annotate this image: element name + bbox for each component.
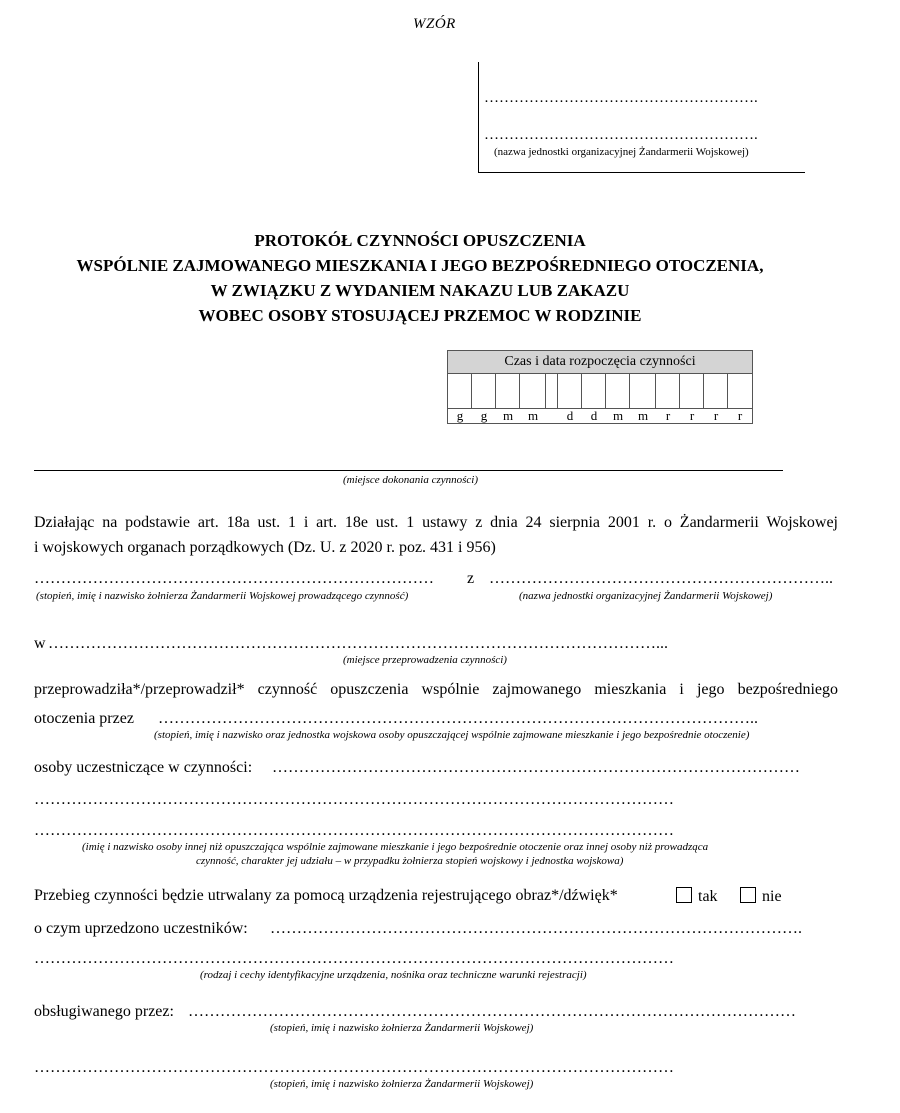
participants-caption-1: (imię i nazwisko osoby innej niż opuszczająca wspólnie zajmowane mieszkanie i jego bezpośrednie otoczenie oraz innej osoby niż prowadząca bbox=[82, 841, 709, 853]
time-letter: m bbox=[527, 408, 539, 423]
officer-z-label: z bbox=[467, 570, 475, 587]
date-cell[interactable] bbox=[656, 374, 680, 408]
title-line-2: WSPÓLNIE ZAJMOWANEGO MIESZKANIA I JEGO BEZPOŚREDNIEGO OTOCZENIA, bbox=[76, 256, 764, 275]
place-field-line[interactable] bbox=[34, 470, 783, 471]
warned-label: o czym uprzedzono uczestników: bbox=[34, 920, 248, 937]
operator-label: obsługiwanego przez: bbox=[34, 1003, 174, 1020]
title-line-3: W ZWIĄZKU Z WYDANIEM NAKAZU LUB ZAKAZU bbox=[210, 281, 630, 300]
recording-text: Przebieg czynności będzie utrwalany za pomocą urządzenia rejestrującego obraz*/dźwięk* bbox=[34, 887, 618, 904]
participants-caption-2: czynność, charakter jej udziału – w przypadku żołnierza stopień wojskowy i jednostka wojskowa) bbox=[196, 855, 624, 867]
participants-field-3[interactable]: ………………………………………………………………………………………………………… bbox=[34, 822, 674, 839]
participants-field-1[interactable]: ……………………………………………………………………………………… bbox=[272, 759, 800, 776]
action-by-label: otoczenia przez bbox=[34, 710, 134, 727]
operator-field-2[interactable]: ………………………………………………………………………………………………………… bbox=[34, 1059, 674, 1076]
leaving-person-field[interactable]: ………………………………………………………………………………………………….. bbox=[158, 710, 758, 727]
time-cell-spacer bbox=[546, 374, 558, 408]
date-cell[interactable] bbox=[728, 374, 752, 408]
device-field[interactable]: ………………………………………………………………………………………………………… bbox=[34, 950, 674, 967]
date-letter: r bbox=[689, 408, 695, 423]
unit-caption: (nazwa jednostki organizacyjnej Żandarmerii Wojskowej) bbox=[494, 146, 749, 158]
date-letter: r bbox=[713, 408, 719, 423]
start-time-cells[interactable] bbox=[448, 374, 752, 408]
officer-name-caption: (stopień, imię i nazwisko żołnierza Żandarmerii Wojskowej prowadzącego czynność) bbox=[36, 590, 409, 602]
device-caption: (rodzaj i cechy identyfikacyjne urządzenia, nośnika oraz techniczne warunki rejestracji) bbox=[200, 969, 587, 981]
date-cell[interactable] bbox=[704, 374, 728, 408]
location-caption: (miejsce przeprowadzenia czynności) bbox=[343, 654, 507, 666]
unit-name-field-2[interactable]: ………………………………………………. bbox=[484, 127, 758, 143]
date-letter: d bbox=[590, 408, 598, 423]
date-cell[interactable] bbox=[582, 374, 606, 408]
action-line-1: przeprowadziła*/przeprowadził* czynność opuszczenia wspólnie zajmowanego mieszkania i jego bezpośredniego bbox=[34, 681, 838, 698]
start-time-header: Czas i data rozpoczęcia czynności bbox=[448, 351, 752, 374]
time-cell[interactable] bbox=[520, 374, 546, 408]
operator-caption-1: (stopień, imię i nazwisko żołnierza Żandarmerii Wojskowej) bbox=[270, 1022, 534, 1034]
date-letter: r bbox=[665, 408, 671, 423]
warned-field[interactable]: ………………………………………………………………………………………. bbox=[270, 920, 802, 937]
time-cell[interactable] bbox=[496, 374, 520, 408]
title-line-4: WOBEC OSOBY STOSUJĄCEJ PRZEMOC W RODZINIE bbox=[198, 306, 642, 325]
recording-yes-checkbox[interactable] bbox=[676, 887, 692, 903]
location-w-label: w bbox=[34, 635, 46, 652]
recording-yes-option[interactable] bbox=[676, 887, 718, 906]
participants-field-2[interactable]: ………………………………………………………………………………………………………… bbox=[34, 791, 674, 808]
time-letter: g bbox=[480, 408, 488, 423]
operator-caption-2: (stopień, imię i nazwisko żołnierza Żandarmerii Wojskowej) bbox=[270, 1078, 534, 1090]
title-line-1: PROTOKÓŁ CZYNNOŚCI OPUSZCZENIA bbox=[254, 231, 586, 250]
wzor-label: WZÓR bbox=[413, 16, 456, 32]
time-cell[interactable] bbox=[472, 374, 496, 408]
document-title bbox=[0, 228, 840, 328]
date-cell[interactable] bbox=[680, 374, 704, 408]
recording-no-label: nie bbox=[762, 888, 782, 905]
date-letter: m bbox=[637, 408, 649, 423]
date-letter: m bbox=[612, 408, 624, 423]
officer-unit-caption: (nazwa jednostki organizacyjnej Żandarmerii Wojskowej) bbox=[519, 590, 773, 602]
location-field[interactable]: ……………………………………………………………………………………………………... bbox=[48, 635, 668, 652]
start-time-letters bbox=[448, 408, 752, 425]
start-time-table bbox=[447, 350, 753, 424]
time-letter: g bbox=[456, 408, 464, 423]
officer-unit-field[interactable]: ……………………………………………………….. bbox=[489, 570, 833, 587]
date-cell[interactable] bbox=[558, 374, 582, 408]
recording-yes-label: tak bbox=[698, 888, 718, 905]
time-letter: m bbox=[502, 408, 514, 423]
time-cell[interactable] bbox=[448, 374, 472, 408]
officer-name-field[interactable]: ………………………………………………………………… bbox=[34, 570, 434, 587]
legal-basis-line-1: Działając na podstawie art. 18a ust. 1 i art. 18e ust. 1 ustawy z dnia 24 sierpnia 2001 r. o Żandarmerii Wojskowej bbox=[34, 514, 838, 531]
participants-label: osoby uczestniczące w czynności: bbox=[34, 759, 253, 776]
date-cell[interactable] bbox=[606, 374, 630, 408]
date-letter: r bbox=[737, 408, 743, 423]
date-cell[interactable] bbox=[630, 374, 656, 408]
unit-name-field-1[interactable]: ………………………………………………. bbox=[484, 90, 758, 106]
legal-basis-line-2: i wojskowych organach porządkowych (Dz. U. z 2020 r. poz. 431 i 956) bbox=[34, 539, 496, 556]
place-caption: (miejsce dokonania czynności) bbox=[343, 474, 479, 486]
date-letter: d bbox=[566, 408, 574, 423]
operator-field-1[interactable]: …………………………………………………………………………………………………… bbox=[188, 1003, 796, 1020]
recording-no-checkbox[interactable] bbox=[740, 887, 756, 903]
leaving-person-caption: (stopień, imię i nazwisko oraz jednostka wojskowa osoby opuszczającej wspólnie zajmowane mieszkanie i jego bezpośrednie otoczenie) bbox=[154, 729, 750, 741]
recording-no-option[interactable] bbox=[740, 887, 782, 906]
